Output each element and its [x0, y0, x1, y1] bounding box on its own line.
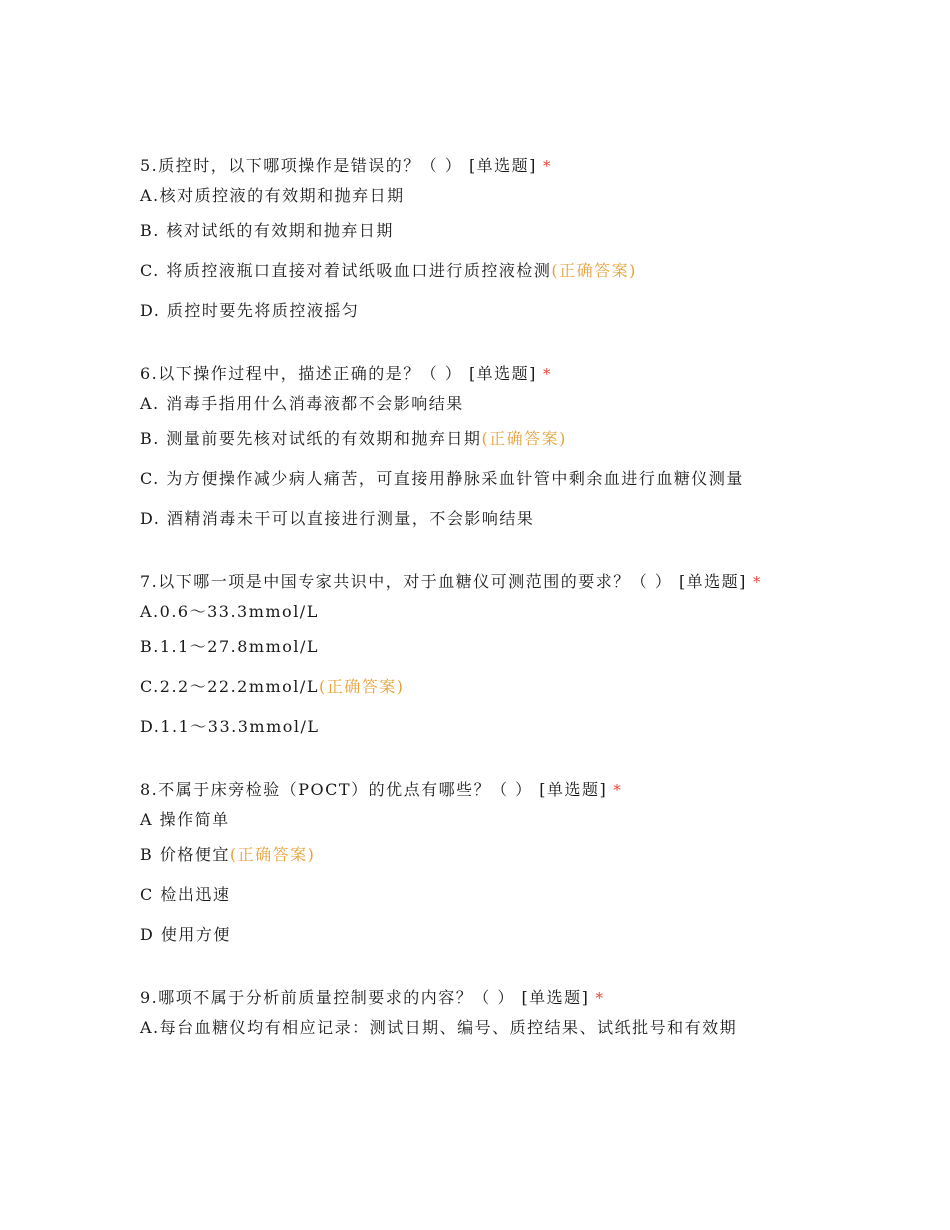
questionnaire-page	[140, 153, 920, 1073]
question-5	[140, 153, 920, 331]
required-asterisk: *	[542, 365, 552, 383]
option-d: D. 酒精消毒未干可以直接进行测量，不会影响结果	[140, 509, 535, 528]
option-d: D.1.1～33.3mmol/L	[140, 717, 320, 736]
question-6	[140, 361, 920, 539]
required-asterisk: *	[595, 989, 605, 1007]
question-7	[140, 569, 920, 747]
option-b: B. 测量前要先核对试纸的有效期和抛弃日期(正确答案)	[140, 429, 567, 448]
required-asterisk: *	[542, 157, 552, 175]
question-8	[140, 777, 920, 955]
correct-answer-label: (正确答案)	[481, 429, 567, 448]
option-a: A. 消毒手指用什么消毒液都不会影响结果	[140, 394, 464, 413]
option-a: A.每台血糖仪均有相应记录：测试日期、编号、质控结果、试纸批号和有效期	[140, 1018, 738, 1037]
question-title: 8.不属于床旁检验（POCT）的优点有哪些？（ ） [单选题] *	[140, 780, 623, 799]
question-title: 7.以下哪一项是中国专家共识中，对于血糖仪可测范围的要求？（ ） [单选题] *	[140, 572, 762, 591]
correct-answer-label: (正确答案)	[229, 845, 316, 864]
option-b: B 价格便宜(正确答案)	[140, 845, 316, 864]
question-title: 9.哪项不属于分析前质量控制要求的内容？（ ） [单选题] *	[140, 988, 605, 1007]
option-c: C 检出迅速	[140, 885, 231, 904]
option-c: C. 为方便操作减少病人痛苦，可直接用静脉采血针管中剩余血进行血糖仪测量	[140, 469, 744, 488]
option-b: B. 核对试纸的有效期和抛弃日期	[140, 221, 394, 240]
question-title: 5.质控时，以下哪项操作是错误的？（ ） [单选题] *	[140, 156, 552, 175]
option-a: A 操作简单	[140, 810, 230, 829]
option-d: D. 质控时要先将质控液摇匀	[140, 301, 360, 320]
correct-answer-label: (正确答案)	[551, 261, 637, 280]
option-c: C.2.2～22.2mmol/L(正确答案)	[140, 677, 405, 696]
option-a: A.核对质控液的有效期和抛弃日期	[140, 186, 405, 205]
option-c: C. 将质控液瓶口直接对着试纸吸血口进行质控液检测(正确答案)	[140, 261, 637, 280]
required-asterisk: *	[752, 573, 762, 591]
option-a: A.0.6～33.3mmol/L	[140, 602, 319, 621]
correct-answer-label: (正确答案)	[318, 677, 405, 696]
question-9	[140, 985, 920, 1043]
option-d: D 使用方便	[140, 925, 231, 944]
option-b: B.1.1～27.8mmol/L	[140, 637, 320, 656]
required-asterisk: *	[613, 781, 623, 799]
question-title: 6.以下操作过程中，描述正确的是？（ ） [单选题] *	[140, 364, 552, 383]
